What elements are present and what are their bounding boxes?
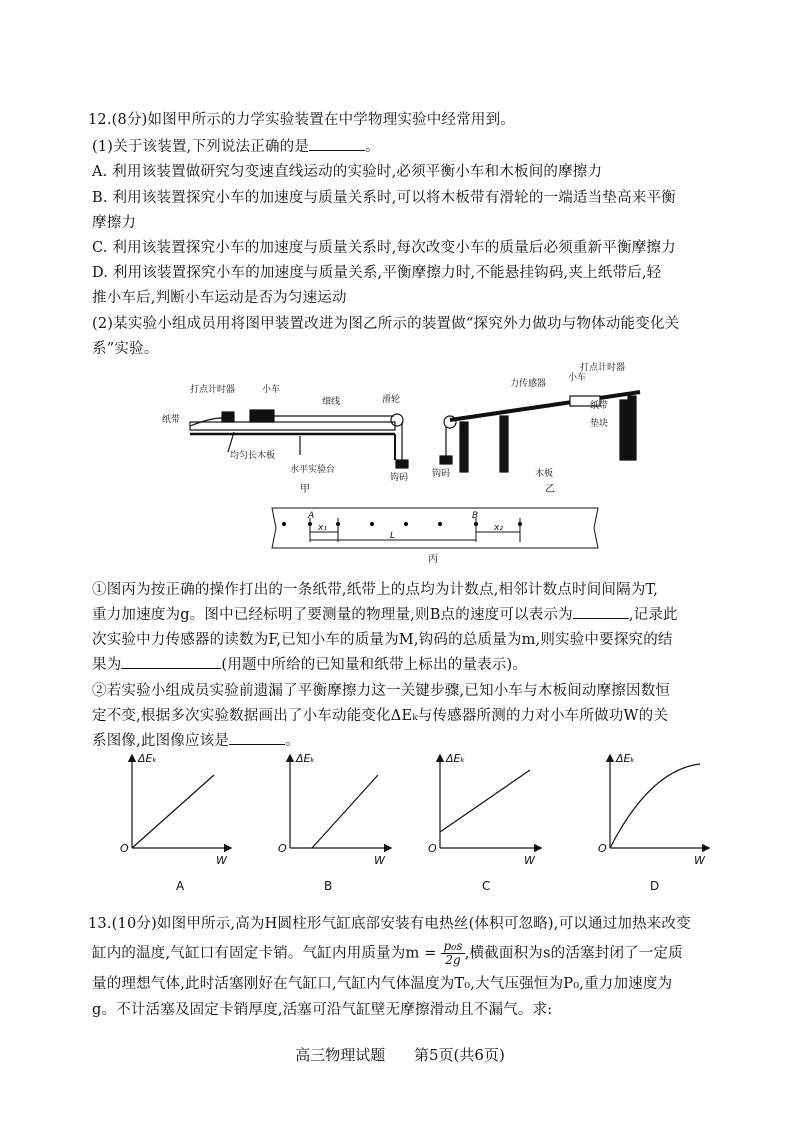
footer-title: 高三物理试题	[295, 1046, 386, 1064]
graph-a-origin: O	[120, 842, 129, 855]
p2-line1: ②若实验小组成员实验前遗漏了平衡摩擦力这一关键步骤,已知小车与木板间动摩擦因数恒	[92, 683, 671, 699]
label-yi-sensor: 力传感器	[510, 379, 547, 389]
graph-d-label: D	[650, 879, 660, 893]
label-x2: x₂	[494, 523, 503, 533]
label-jia-weight: 钩码	[390, 473, 409, 483]
label-yi-tape: 纸带	[590, 401, 609, 411]
q13-line4: g。不计活塞及固定卡销厚度,活塞可沿气缸壁无摩擦滑动且不漏气。求:	[92, 1002, 553, 1018]
answer-blank-3[interactable]	[121, 654, 221, 669]
p1-line2-suffix: ,记录此	[628, 607, 678, 623]
graph-b-ylabel: ΔEₖ	[296, 752, 316, 765]
label-jia-car: 小车	[262, 385, 281, 395]
graph-a-label: A	[176, 879, 185, 893]
graph-c-label: C	[482, 879, 491, 893]
label-jia-board: 均匀长木板	[230, 451, 276, 461]
label-jia-table: 水平实验台	[290, 465, 336, 475]
p1-line3: 次实验中力传感器的读数为F,已知小车的质量为M,钩码的总质量为m,则实验中要探究的结	[92, 632, 673, 648]
q12-sub2-line2: 系”实验。	[92, 341, 159, 357]
figure-jia	[190, 410, 408, 468]
graph-c	[440, 756, 540, 848]
label-jia-pulley: 滑轮	[382, 395, 401, 405]
graph-a	[132, 756, 230, 848]
fraction-numerator: p₀s	[443, 939, 463, 953]
graph-c-ylabel: ΔEₖ	[446, 752, 466, 765]
label-jia-timer: 打点计时器	[190, 385, 236, 395]
q12-header: 12.(8分)如图甲所示的力学实验装置在中学物理实验中经常用到。	[88, 112, 515, 128]
graph-b-xlabel: W	[374, 854, 385, 867]
label-yi-weight: 钩码	[432, 469, 451, 479]
figure-yi	[440, 392, 640, 472]
page-footer	[0, 1044, 800, 1065]
caption-yi: 乙	[545, 484, 555, 495]
answer-blank-2[interactable]	[573, 604, 629, 619]
q13-line1: 13.(10分)如图甲所示,高为H圆柱形气缸底部安装有电热丝(体积可忽略),可以通过加热来改变	[88, 916, 691, 932]
graph-b	[290, 756, 390, 848]
graph-b-origin: O	[278, 842, 287, 855]
q13-line2-prefix: 缸内的温度,气缸口有固定卡销。气缸内用质量为m =	[92, 945, 437, 962]
p2-line3-prefix: 系图像,此图像应该是	[92, 733, 230, 749]
caption-bing: 丙	[428, 554, 438, 565]
graph-d-origin: O	[598, 842, 607, 855]
mass-fraction	[441, 940, 464, 967]
option-b-line2: 摩擦力	[92, 215, 137, 231]
q13-line2-suffix: ,横截面积为s的活塞封闭了一定质	[464, 945, 683, 962]
label-point-a: A	[308, 511, 315, 521]
footer-page-number: 第5页(共6页)	[414, 1046, 505, 1064]
apparatus-figures	[150, 360, 626, 570]
label-yi-car: 小车	[568, 373, 587, 383]
label-yi-board: 木板	[535, 469, 554, 479]
graph-c-origin: O	[428, 842, 437, 855]
caption-jia: 甲	[300, 484, 310, 495]
p1-line4-suffix: (用题中所给的已知量和纸带上标出的量表示)。	[221, 657, 528, 673]
p2-line3	[92, 729, 300, 750]
q12-sub2-line1: (2)某实验小组成员用将图甲装置改进为图乙所示的装置做“探究外力做功与物体动能变化关	[92, 316, 680, 332]
label-yi-timer: 打点计时器	[580, 363, 626, 373]
label-jia-string: 细线	[322, 397, 341, 407]
fraction-denominator: 2g	[445, 953, 461, 967]
label-x1: x₁	[318, 523, 327, 533]
graph-b-label: B	[324, 879, 333, 893]
p1-line2-prefix: 重力加速度为g。图中已经标明了要测量的物理量,则B点的速度可以表示为	[92, 607, 573, 623]
label-l: L	[390, 531, 396, 541]
p1-line4-prefix: 果为	[92, 657, 122, 673]
graph-a-line	[132, 775, 214, 848]
p1-line2	[92, 603, 678, 624]
option-c: C. 利用该装置探究小车的加速度与质量关系时,每次改变小车的质量后必须重新平衡摩擦力	[92, 240, 676, 256]
answer-blank-4[interactable]	[229, 730, 285, 745]
graph-c-line	[440, 770, 530, 832]
label-point-b: B	[472, 511, 479, 521]
label-jia-tape: 纸带	[162, 415, 181, 425]
p2-line3-suffix: 。	[285, 733, 300, 749]
option-b-line1: B. 利用该装置探究小车的加速度与质量关系时,可以将木板带有滑轮的一端适当垫高来平衡	[92, 190, 676, 206]
label-yi-block: 垫块	[590, 419, 609, 429]
graph-a-ylabel: ΔEₖ	[138, 752, 158, 765]
graph-a-xlabel: W	[216, 854, 227, 867]
energy-graphs	[110, 750, 740, 895]
q12-sub1-suffix: 。	[365, 139, 380, 155]
p1-line4	[92, 653, 527, 674]
answer-blank-1[interactable]	[309, 136, 365, 151]
graph-d-ylabel: ΔEₖ	[616, 752, 636, 765]
graph-d	[610, 756, 708, 848]
q13-line2	[92, 940, 683, 967]
option-d-line1: D. 利用该装置探究小车的加速度与质量关系,平衡摩擦力时,不能悬挂钩码,夹上纸带后,轻	[92, 265, 662, 281]
graph-d-curve	[610, 764, 700, 848]
graph-c-xlabel: W	[524, 854, 535, 867]
option-a: A. 利用该装置做研究匀变速直线运动的实验时,必须平衡小车和木板间的摩擦力	[92, 164, 603, 180]
q12-sub1-prefix: (1)关于该装置,下列说法正确的是	[92, 139, 310, 155]
p1-line1: ①图丙为按正确的操作打出的一条纸带,纸带上的点均为计数点,相邻计数点时间间隔为T,	[92, 582, 659, 598]
graph-b-line	[312, 775, 378, 848]
option-d-line2: 推小车后,判断小车运动是否为匀速运动	[92, 290, 347, 306]
graph-d-xlabel: W	[694, 854, 705, 867]
q13-line3: 量的理想气体,此时活塞刚好在气缸口,气缸内气体温度为T₀,大气压强恒为P₀,重力加速度为	[92, 976, 673, 992]
p2-line2: 定不变,根据多次实验数据画出了小车动能变化ΔEₖ与传感器所测的力对小车所做功W的关	[92, 708, 669, 724]
q12-sub1	[92, 135, 380, 156]
